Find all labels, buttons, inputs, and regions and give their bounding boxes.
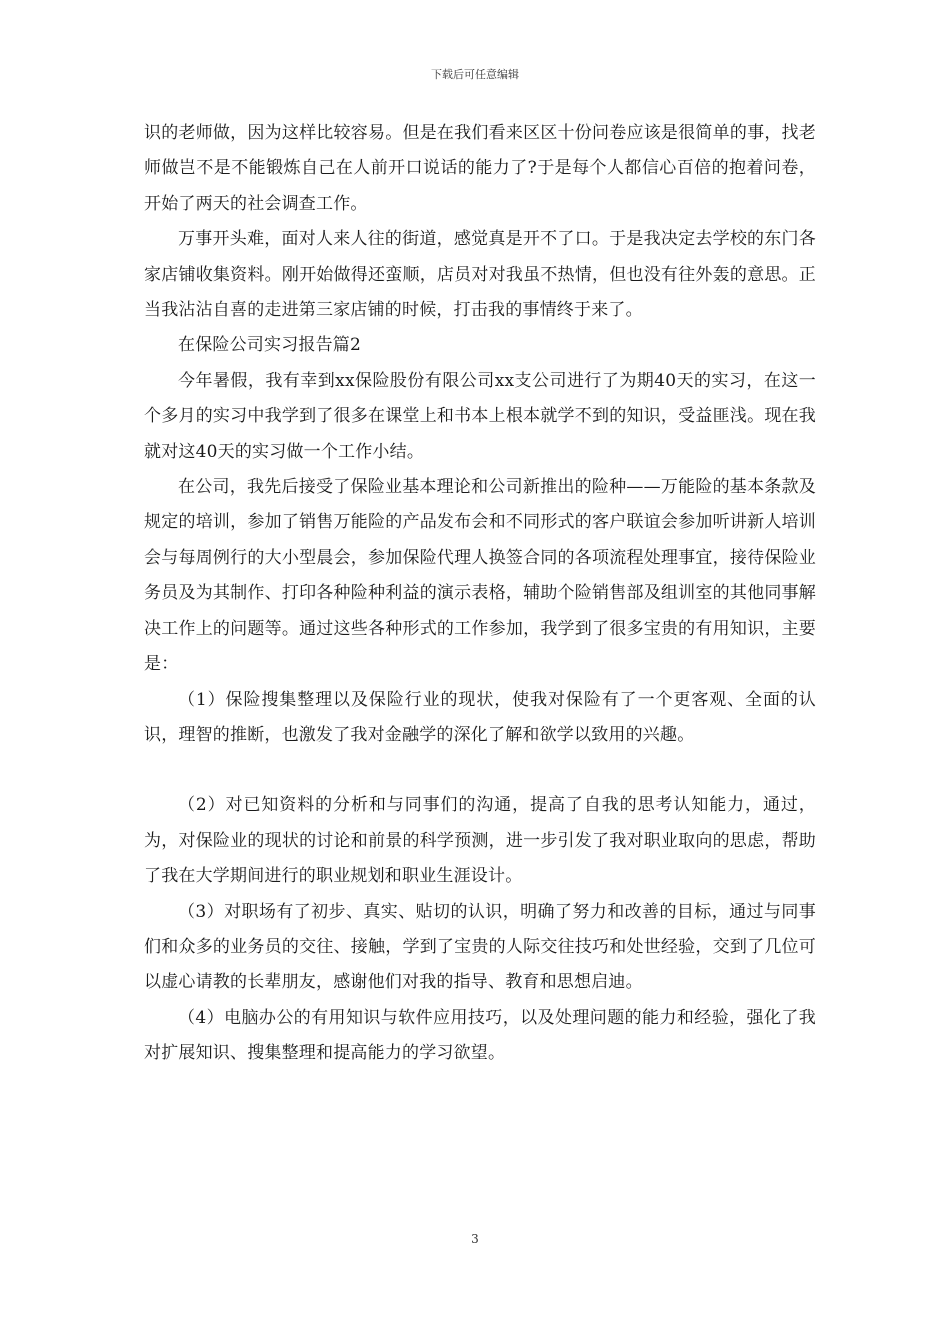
list-item-paragraph: （1）保险搜集整理以及保险行业的现状，使我对保险有了一个更客观、全面的认识，理智的推断，也激发了我对金融学的深化了解和欲学以致用的兴趣。: [144, 689, 816, 745]
page-number: 3: [471, 1232, 479, 1246]
paragraph-continued: 识的老师做，因为这样比较容易。但是在我们看来区区十份问卷应该是很简单的事，找老师做岂不是不能锻炼自己在人前开口说话的能力了?于是每个人都信心百倍的抱着问卷，开始了两天的社会调查工作。: [144, 123, 816, 214]
list-item-paragraph: （2）对已知资料的分析和与同事们的沟通，提高了自我的思考认知能力，通过，为，对保险业的现状的讨论和前景的科学预测，进一步引发了我对职业取向的思虑，帮助了我在大学期间进行的职业规划和职业生涯设计。: [144, 795, 816, 887]
document-body: [144, 116, 816, 1072]
paragraph: 万事开头难，面对人来人往的街道，感觉真是开不了口。于是我决定去学校的东门各家店铺收集资料。刚开始做得还蛮顺，店员对对我虽不热情，但也没有往外轰的意思。正当我沾沾自喜的走进第三家店铺的时候，打击我的事情终于来了。: [144, 229, 816, 321]
list-item-paragraph: （4）电脑办公的有用知识与软件应用技巧，以及处理问题的能力和经验，强化了我对扩展知识、搜集整理和提高能力的学习欲望。: [144, 1007, 816, 1064]
blank-line: [144, 753, 816, 788]
paragraph: 今年暑假，我有幸到xx保险股份有限公司xx支公司进行了为期40天的实习，在这一个多月的实习中我学到了很多在课堂上和书本上根本就学不到的知识，受益匪浅。现在我就对这40天的实习做一个工作小结。: [144, 370, 816, 462]
list-item-paragraph: （3）对职场有了初步、真实、贴切的认识，明确了努力和改善的目标，通过与同事们和众多的业务员的交往、接触，学到了宝贵的人际交往技巧和处世经验，交到了几位可以虚心请教的长辈朋友，感谢他们对我的指导、教育和思想启迪。: [144, 901, 816, 993]
paragraph: 在公司，我先后接受了保险业基本理论和公司新推出的险种——万能险的基本条款及规定的培训，参加了销售万能险的产品发布会和不同形式的客户联谊会参加听讲新人培训会与每周例行的大小型晨会，参加保险代理人换签合同的各项流程处理事宜，接待保险业务员及为其制作、打印各种险种利益的演示表格，辅助个险销售部及组训室的其他同事解决工作上的问题等。通过这些各种形式的工作参加，我学到了很多宝贵的有用知识，主要是：: [144, 477, 816, 675]
page-header: 下载后可任意编辑: [431, 68, 519, 81]
section-heading: 在保险公司实习报告篇2: [178, 335, 362, 356]
